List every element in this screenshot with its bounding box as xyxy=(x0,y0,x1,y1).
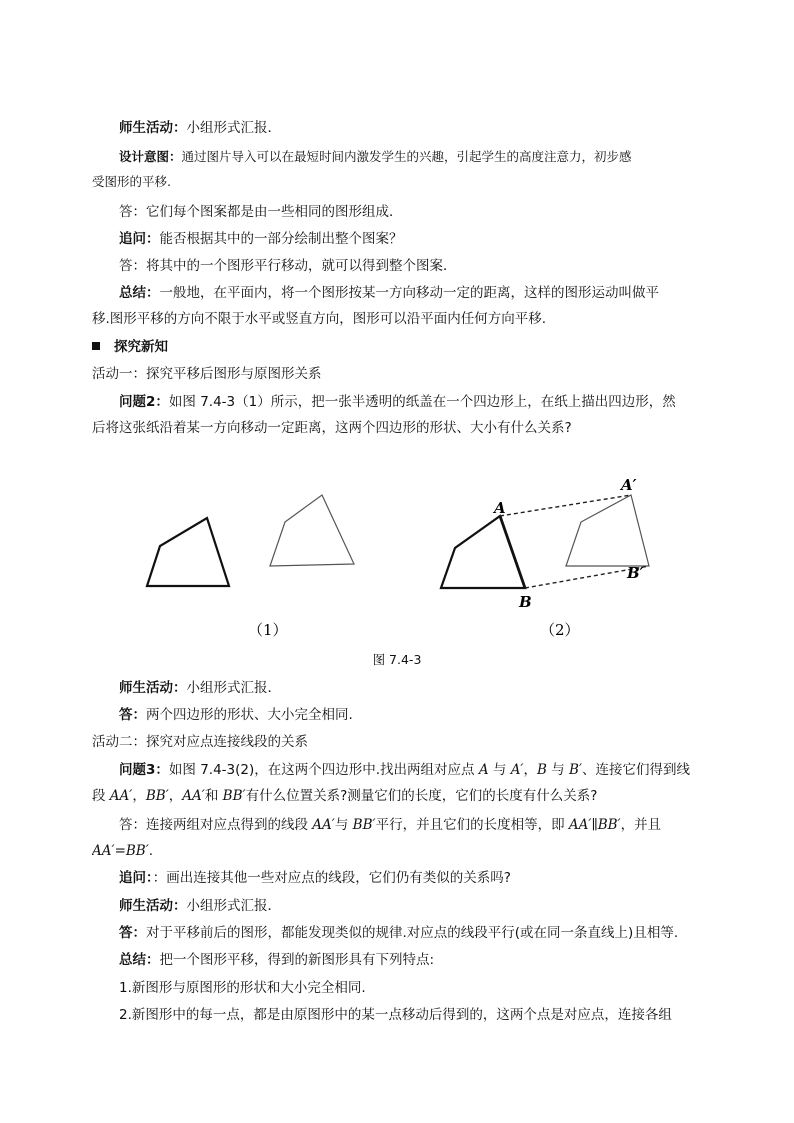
design-intent: 设计意图：通过图片导入可以在最短时间内激发学生的兴趣，引起学生的高度注意力，初步感 xyxy=(119,149,632,164)
question-2-cont: 后将这张纸沿着某一方向移动一定距离，这两个四边形的形状、大小有什么关系? xyxy=(92,420,572,436)
section-heading: 探究新知 xyxy=(92,337,704,357)
answer-3: 答：两个四边形的形状、大小完全相同. xyxy=(119,707,353,723)
question-2: 问题2：如图 7.4-3（1）所示，把一张半透明的纸盖在一个四边形上，在纸上描出四边形，然 xyxy=(119,394,676,410)
activity-1-title: 活动一：探究平移后图形与原图形关系 xyxy=(92,366,322,382)
quadrilateral-translated-1 xyxy=(270,495,354,566)
bullet-square-icon xyxy=(92,342,100,350)
follow-up-question-1: 追问：能否根据其中的一部分绘制出整个图案？ xyxy=(119,231,403,247)
feature-2: 2.新图形中的每一点，都是由原图形中的某一点移动后得到的，这两个点是对应点，连接各组 xyxy=(119,1007,672,1023)
answer-5: 答：对于平移前后的图形，都能发现类似的规律.对应点的线段平行(或在同一条直线上)且相等. xyxy=(119,925,679,941)
teacher-student-activity-1: 师生活动：小组形式汇报． xyxy=(119,120,281,136)
point-label-b-prime: B′ xyxy=(627,564,644,582)
quadrilateral-original-1 xyxy=(147,518,229,586)
teacher-student-activity-3: 师生活动：小组形式汇报． xyxy=(119,898,281,914)
figure-sublabel-2: （2） xyxy=(540,621,580,639)
figure-caption: 图 7.4-3 xyxy=(372,652,422,667)
answer-4: 答：连接两组对应点得到的线段 AA′与 BB′平行，并且它们的长度相等，即 AA′∥BB′，并且 xyxy=(119,817,662,833)
question-3-cont: 段 AA′，BB′，AA′和 BB′有什么位置关系?测量它们的长度，它们的长度有什么关系? xyxy=(92,788,598,804)
design-intent-cont: 受图形的平移. xyxy=(92,174,171,189)
figure-sublabel-1: （1） xyxy=(248,621,288,639)
answer-4-cont: AA′=BB′. xyxy=(92,843,154,859)
point-label-b: B xyxy=(519,593,532,611)
answer-2: 答：将其中的一个图形平行移动，就可以得到整个图案． xyxy=(119,258,457,274)
activity-2-title: 活动二：探究对应点连接线段的关系 xyxy=(92,734,308,750)
point-label-a: A xyxy=(494,499,506,517)
summary-2: 总结：把一个图形平移，得到的新图形具有下列特点: xyxy=(119,952,435,968)
teacher-student-activity-2: 师生活动：小组形式汇报． xyxy=(119,680,281,696)
segment-ab xyxy=(500,516,525,588)
point-label-a-prime: A′ xyxy=(621,476,637,494)
summary-1-cont: 移.图形平移的方向不限于水平或竖直方向，图形可以沿平面内任何方向平移. xyxy=(92,311,547,327)
follow-up-question-2: 追问：：画出连接其他一些对应点的线段，它们仍有类似的关系吗? xyxy=(119,870,511,886)
feature-1: 1.新图形与原图形的形状和大小完全相同. xyxy=(119,980,366,996)
question-3: 问题3：如图 7.4-3(2)，在这两个四边形中.找出两组对应点 A 与 A′，B 与 B′、连接它们得到线 xyxy=(119,762,691,778)
quadrilateral-translated-2 xyxy=(566,495,649,566)
answer-1: 答：它们每个图案都是由一些相同的图形组成． xyxy=(119,204,403,220)
figure-7-4-3 xyxy=(130,470,650,645)
summary-1: 总结：一般地，在平面内，将一个图形按某一方向移动一定的距离，这样的图形运动叫做平 xyxy=(119,285,659,301)
